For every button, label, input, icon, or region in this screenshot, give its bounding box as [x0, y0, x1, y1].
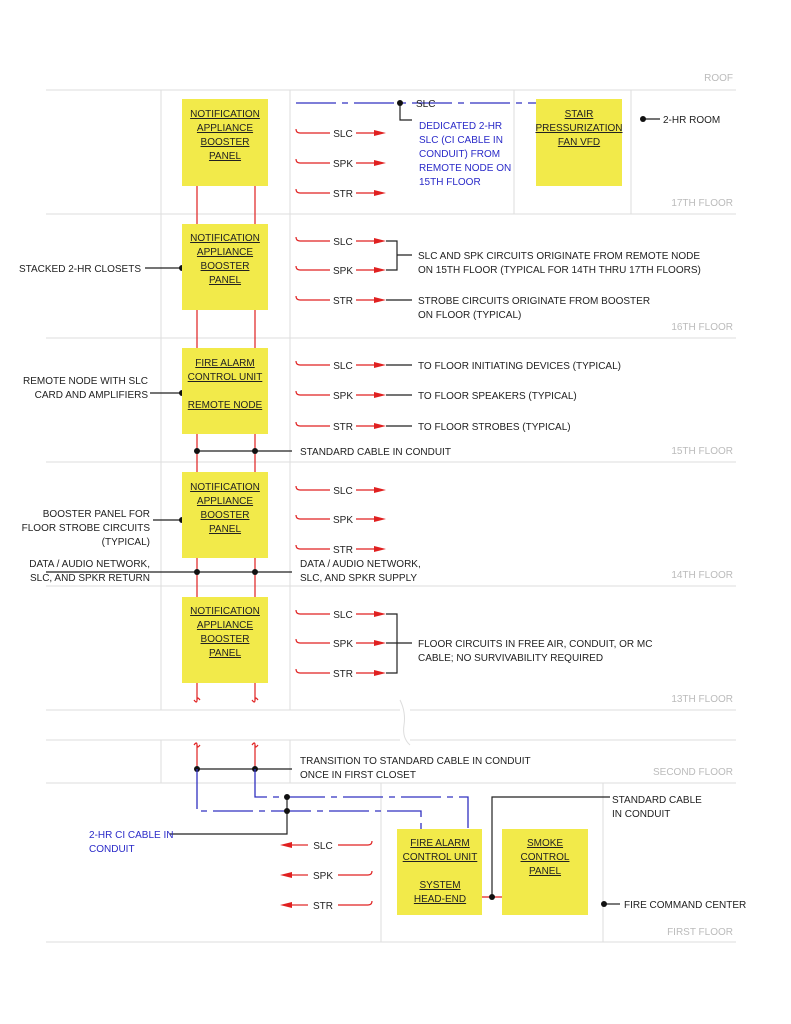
circuit-row	[296, 610, 386, 621]
circuit-row	[296, 669, 386, 680]
note-strobe-origin: STROBE CIRCUITS ORIGINATE FROM BOOSTER ON FLOOR (TYPICAL)	[418, 296, 651, 321]
arrow-right-icon	[374, 267, 386, 273]
circuit-row	[296, 189, 386, 200]
arrow-right-icon	[374, 546, 386, 552]
svg-text:FIRE ALARMCONTROL UNITREMOTE N: FIRE ALARM CONTROL UNIT REMOTE NODE	[187, 358, 263, 411]
circuit-label: SPK	[332, 391, 354, 402]
arrow-left-icon	[280, 842, 292, 848]
note-booster-for-strobes: BOOSTER PANEL FOR FLOOR STROBE CIRCUITS (TYPICAL)	[21, 509, 150, 548]
floor-label-17: 17TH FLOOR	[671, 198, 733, 209]
circuit-label: SLC	[313, 841, 333, 852]
circuit-row	[296, 237, 386, 248]
cable-break-icon	[338, 841, 372, 845]
cable-break-icon	[338, 901, 372, 905]
circuit-label: STR	[333, 669, 353, 680]
cable-break-icon	[296, 361, 330, 365]
circuit-row	[296, 545, 386, 556]
cable-break-icon	[296, 545, 330, 549]
booster-panel-16[interactable]	[182, 224, 268, 310]
note-fire-command-center: FIRE COMMAND CENTER	[624, 900, 747, 911]
arrow-right-icon	[374, 423, 386, 429]
note-data-supply: DATA / AUDIO NETWORK, SLC, AND SPKR SUPPLY	[300, 559, 421, 584]
circuit-label: STR	[333, 422, 353, 433]
note-to-speakers: TO FLOOR SPEAKERS (TYPICAL)	[418, 391, 577, 402]
cable-break-icon	[296, 422, 330, 426]
svg-text:FIRE ALARMCONTROL UNITSYSTEMHE: FIRE ALARM CONTROL UNIT SYSTEM HEAD-END	[402, 838, 478, 905]
cable-break-icon	[296, 129, 330, 133]
note-dedicated-slc: DEDICATED 2-HR SLC (CI CABLE IN CONDUIT) FROM REMOTE NODE ON 15TH FLOOR	[419, 121, 512, 188]
svg-text:NOTIFICATIONAPPLIANCEBOOSTERPA: NOTIFICATION APPLIANCE BOOSTER PANEL	[190, 109, 260, 162]
circuit-label: SPK	[332, 639, 354, 650]
circuit-label: SLC	[333, 129, 353, 140]
circuit-label: STR	[313, 901, 333, 912]
cable-break-icon	[296, 237, 330, 241]
cable-break-icon	[296, 669, 330, 673]
note-slc-spk-origin: SLC AND SPK CIRCUITS ORIGINATE FROM REMOTE NODE ON 15TH FLOOR (TYPICAL FOR 14TH THRU 17TH FLOORS)	[418, 251, 701, 276]
circuit-label: SPK	[332, 266, 354, 277]
arrow-right-icon	[374, 640, 386, 646]
circuit-row	[296, 486, 386, 497]
floor-circuits	[280, 129, 386, 912]
arrow-right-icon	[374, 130, 386, 136]
circuit-row-head-end	[280, 871, 372, 882]
circuit-label: STR	[333, 296, 353, 307]
circuit-label: STR	[333, 545, 353, 556]
arrow-left-icon	[280, 872, 292, 878]
note-ci-cable: 2-HR CI CABLE IN CONDUIT	[89, 830, 174, 855]
arrow-right-icon	[374, 611, 386, 617]
arrow-right-icon	[374, 190, 386, 196]
cable-break-icon	[296, 515, 330, 519]
circuit-label: SLC	[333, 361, 353, 372]
cable-break-icon	[296, 391, 330, 395]
floor-label-roof: ROOF	[704, 73, 733, 84]
circuit-label: SLC	[333, 237, 353, 248]
note-stacked-closets: STACKED 2-HR CLOSETS	[18, 264, 141, 275]
arrow-right-icon	[374, 362, 386, 368]
cable-break-icon	[296, 610, 330, 614]
head-end-panel[interactable]	[397, 829, 482, 915]
circuit-row	[296, 391, 386, 402]
svg-text:NOTIFICATIONAPPLIANCEBOOSTERPA: NOTIFICATION APPLIANCE BOOSTER PANEL	[190, 482, 260, 535]
cable-break-icon	[296, 189, 330, 193]
circuit-row	[296, 639, 386, 650]
cable-break-icon	[296, 486, 330, 490]
circuit-row	[296, 361, 386, 372]
circuit-row-head-end	[280, 901, 372, 912]
circuit-row-head-end	[280, 841, 372, 852]
cable-break-icon	[296, 639, 330, 643]
circuit-label: SLC	[333, 610, 353, 621]
booster-panel-14[interactable]	[182, 472, 268, 558]
note-to-initiating: TO FLOOR INITIATING DEVICES (TYPICAL)	[418, 361, 621, 372]
circuit-row	[296, 266, 386, 277]
floor-label-14: 14TH FLOOR	[671, 570, 733, 581]
cable-break-icon	[296, 296, 330, 300]
arrow-right-icon	[374, 160, 386, 166]
booster-panel-17[interactable]	[182, 99, 268, 186]
cable-break-icon	[296, 266, 330, 270]
cable-break-icon	[296, 159, 330, 163]
circuit-label: SLC	[333, 486, 353, 497]
svg-text:SMOKECONTROLPANEL: SMOKE CONTROL PANEL	[520, 838, 570, 877]
note-to-strobes: TO FLOOR STROBES (TYPICAL)	[418, 422, 571, 433]
arrow-left-icon	[280, 902, 292, 908]
circuit-label: SPK	[332, 159, 354, 170]
note-transition: TRANSITION TO STANDARD CABLE IN CONDUIT ONCE IN FIRST CLOSET	[300, 756, 531, 781]
circuit-row	[296, 422, 386, 433]
floor-label-15: 15TH FLOOR	[671, 446, 733, 457]
arrow-right-icon	[374, 670, 386, 676]
riser-cables	[46, 100, 660, 907]
arrow-right-icon	[374, 238, 386, 244]
note-slc-top: SLC	[416, 99, 436, 110]
note-2hr-room: 2-HR ROOM	[663, 115, 721, 126]
circuit-row	[296, 296, 386, 307]
circuit-label: SPK	[332, 515, 354, 526]
floor-label-2: SECOND FLOOR	[652, 767, 733, 778]
cable-break-icon	[338, 871, 372, 875]
remote-node-panel-15[interactable]	[182, 348, 268, 434]
circuit-row	[296, 129, 386, 140]
note-standard-cable: STANDARD CABLE IN CONDUIT	[300, 447, 451, 458]
smoke-control-panel[interactable]	[502, 829, 588, 915]
note-data-return: DATA / AUDIO NETWORK, SLC, AND SPKR RETURN	[29, 559, 150, 584]
circuit-label: SPK	[312, 871, 334, 882]
circuit-label: STR	[333, 189, 353, 200]
svg-text:STAIRPRESSURIZATIONFAN VFD: STAIR PRESSURIZATION FAN VFD	[535, 109, 623, 148]
arrow-right-icon	[374, 516, 386, 522]
arrow-right-icon	[374, 297, 386, 303]
stair-pressurization-panel[interactable]	[535, 99, 622, 186]
note-remote-node: REMOTE NODE WITH SLC CARD AND AMPLIFIERS	[22, 376, 148, 401]
circuit-row	[296, 159, 386, 170]
booster-panel-13[interactable]	[182, 597, 268, 683]
svg-text:NOTIFICATIONAPPLIANCEBOOSTERPA: NOTIFICATION APPLIANCE BOOSTER PANEL	[190, 606, 260, 659]
arrow-right-icon	[374, 392, 386, 398]
floor-label-16: 16TH FLOOR	[671, 322, 733, 333]
note-standard-cable-2: STANDARD CABLE IN CONDUIT	[612, 795, 702, 820]
arrow-right-icon	[374, 487, 386, 493]
circuit-row	[296, 515, 386, 526]
floor-label-1: FIRST FLOOR	[667, 927, 733, 938]
floor-label-13: 13TH FLOOR	[671, 694, 733, 705]
svg-text:NOTIFICATIONAPPLIANCEBOOSTERPA: NOTIFICATION APPLIANCE BOOSTER PANEL	[190, 233, 260, 286]
note-free-air: FLOOR CIRCUITS IN FREE AIR, CONDUIT, OR MC CABLE; NO SURVIVABILITY REQUIRED	[418, 639, 653, 664]
